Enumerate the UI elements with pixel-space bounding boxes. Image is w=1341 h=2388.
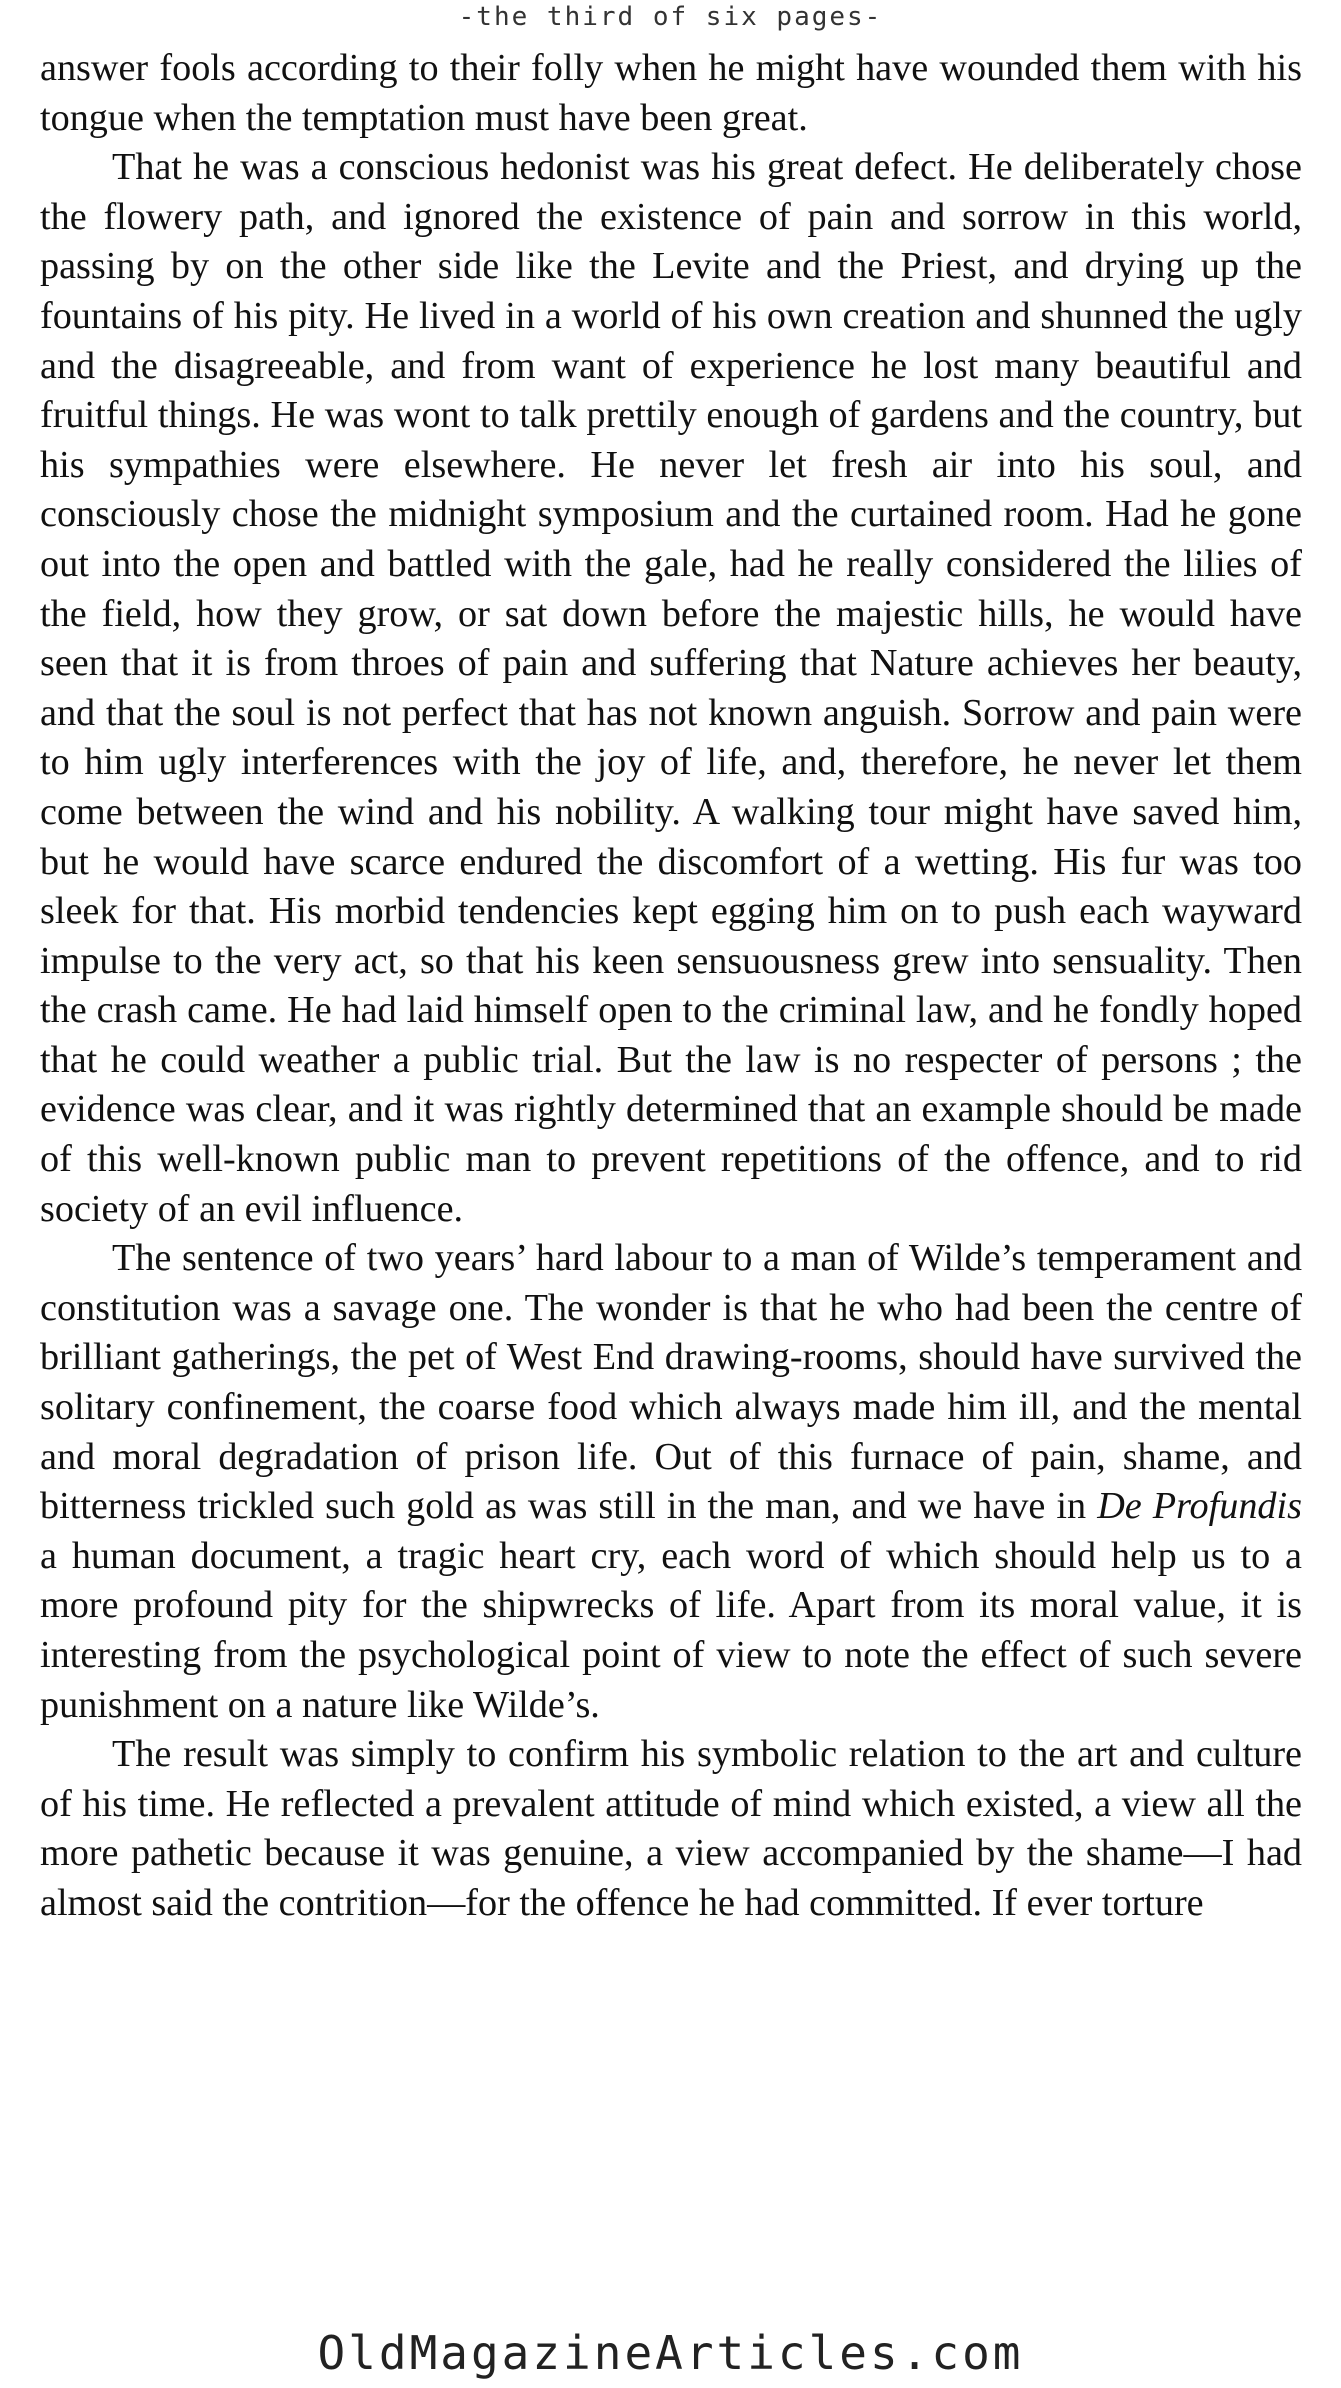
paragraph-4: The result was simply to confirm his symbolic relation to the art and culture of his time. He reflected a prevalent attitude of mind which existed, a view all the more pathetic because it was genuine, a view accompanied by the shame—I had almost said the contrition—for the offence he had committed. If ever torture — [40, 1733, 1302, 1924]
paragraph-3-part-1: The sentence of two years’ hard labour to a man of Wilde’s temperament and constitution was a savage one. The wonder is that he who had been the centre of brilliant gatherings, the pet of West End drawing-rooms, should have survived the solitary confinement, the coarse food which always made him ill, and the mental and moral degradation of prison life. Out of this furnace of pain, shame, and bitterness trickled such gold as was still in the man, and we have in — [40, 1237, 1302, 1528]
paragraph-3-part-2: a human document, a tragic heart cry, each word of which should help us to a more profound pity for the shipwrecks of life. Apart from its moral value, it is interesting from the psychological point of view to note the effect of such severe punishment on a nature like Wilde’s. — [40, 1534, 1302, 1726]
book-title-de-profundis: De Profundis — [1097, 1485, 1302, 1528]
site-watermark: OldMagazineArticles.com — [317, 2326, 1024, 2380]
paragraph-2: That he was a conscious hedonist was his great defect. He deliberately chose the flowery path, and ignored the existence of pain and sorrow in this world, passing by on the other side like the Levite and the Priest, and drying up the fountains of his pity. He lived in a world of his own creation and shunned the ugly and the disagreeable, and from want of experience he lost many beautiful and fruitful things. He was wont to talk prettily enough of gardens and the country, but his sympathies were elsewhere. He never let fresh air into his soul, and consciously chose the midnight symposium and the curtained room. Had he gone out into the open and battled with the gale, had he really considered the lilies of the field, how they grow, or sat down before the majestic hills, he would have seen that it is from throes of pain and suffering that Nature achieves her beauty, and that the soul is not perfect that has not known anguish. Sorrow and pain were to him ugly interferences with the joy of life, and, therefore, he never let them come between the wind and his nobility. A walking tour might have saved him, but he would have scarce endured the discomfort of a wetting. His fur was too sleek for that. His morbid tendencies kept egging him on to push each wayward impulse to the very act, so that his keen sensuousness grew into sensuality. Then the crash came. He had laid himself open to the criminal law, and he fondly hoped that he could weather a public trial. But the law is no respecter of persons ; the evidence was clear, and it was rightly determined that an example should be made of this well-known public man to prevent repetitions of the offence, and to rid society of an evil influence. — [40, 146, 1302, 1230]
paragraph-3 — [40, 1234, 1302, 1730]
article-text — [40, 44, 1302, 1929]
paragraph-1: answer fools according to their folly when he might have wounded them with his tongue when the temptation must have been great. — [40, 47, 1302, 139]
page-header-note: -the third of six pages- — [458, 2, 883, 32]
